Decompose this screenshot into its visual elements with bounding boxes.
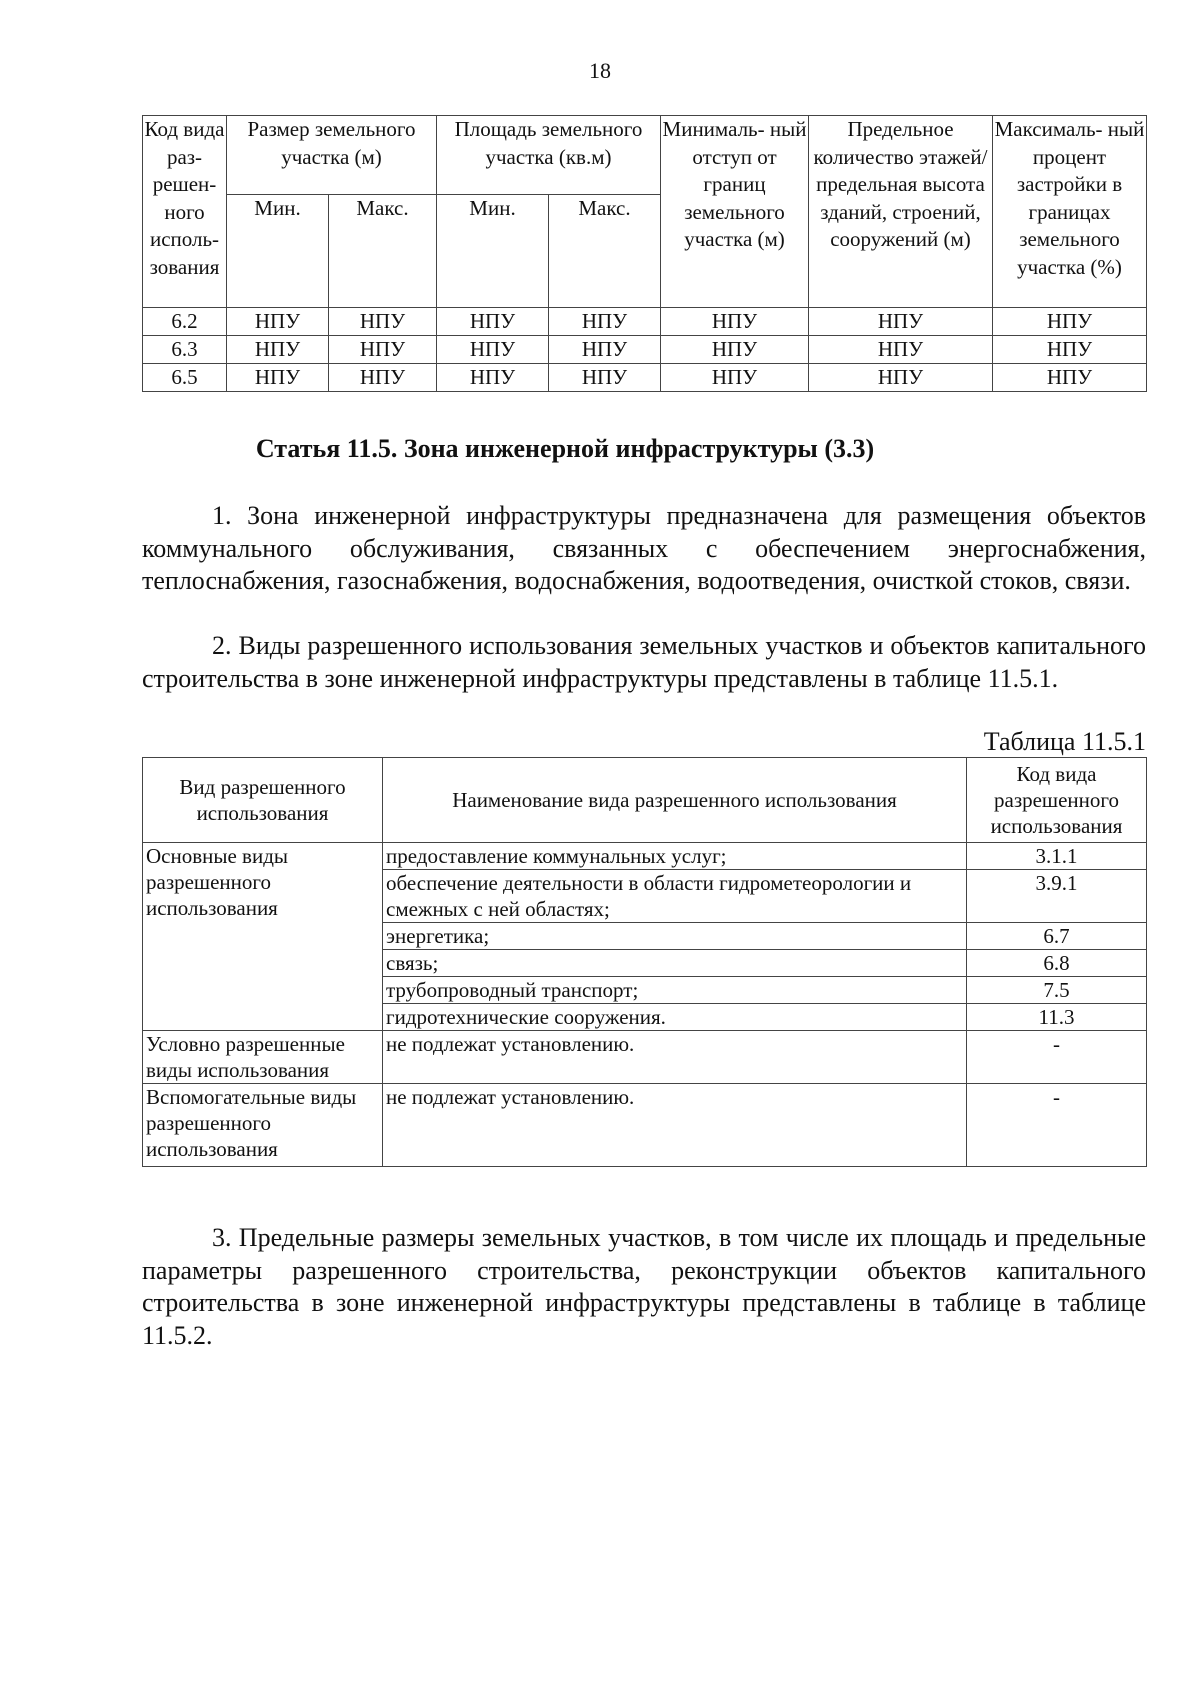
header-plot-area: Площадь земельного участка (кв.м): [437, 116, 661, 195]
use-code: -: [967, 1031, 1147, 1084]
table-row: [143, 1084, 1147, 1167]
header-floors: Предельное количество этажей/ предельная высота зданий, строений, сооружений (м): [809, 116, 993, 308]
header-code: Код вида раз- решен- ного исполь- зования: [143, 116, 227, 308]
use-code: 7.5: [967, 977, 1147, 1004]
use-code: 6.8: [967, 950, 1147, 977]
cell: НПУ: [661, 336, 809, 364]
use-name: энергетика;: [383, 923, 967, 950]
header-setback: Минималь- ный отступ от границ земельного участка (м): [661, 116, 809, 308]
header-use-type: Вид разрешенного использования: [143, 758, 383, 843]
cell: НПУ: [329, 364, 437, 392]
header-area-max: Макс.: [549, 195, 661, 308]
use-code: -: [967, 1084, 1147, 1167]
conditional-uses-label: Условно разрешенные виды использования: [143, 1031, 383, 1084]
use-name: обеспечение деятельности в области гидрометеорологии и смежных с ней областях;: [383, 870, 967, 923]
cell: НПУ: [809, 336, 993, 364]
use-code: 3.9.1: [967, 870, 1147, 923]
header-size-min: Мин.: [227, 195, 329, 308]
use-name: не подлежат установлению.: [383, 1084, 967, 1167]
cell: НПУ: [437, 336, 549, 364]
paragraph-3: [142, 1222, 1146, 1352]
header-use-code: Код вида разрешенного использования: [967, 758, 1147, 843]
use-name: предоставление коммунальных услуг;: [383, 843, 967, 870]
cell: НПУ: [549, 308, 661, 336]
use-name: гидротехнические сооружения.: [383, 1004, 967, 1031]
cell: НПУ: [993, 308, 1147, 336]
auxiliary-uses-label: Вспомогательные виды разрешенного использования: [143, 1084, 383, 1167]
use-name: не подлежат установлению.: [383, 1031, 967, 1084]
paragraph-1-text: 1. Зона инженерной инфраструктуры предназначена для размещения объектов коммунального обслуживания, связанных с обеспечением энергоснабжения, теплоснабжения, газоснабжения, водоснабжения, водоотведения, очисткой стоков, связи.: [142, 501, 1146, 595]
table-row: [143, 364, 1147, 392]
zone-parameters-table: [142, 115, 1147, 392]
header-coverage: Максималь- ный процент застройки в границах земельного участка (%): [993, 116, 1147, 308]
cell: НПУ: [809, 308, 993, 336]
paragraph-3-text: 3. Предельные размеры земельных участков, в том числе их площадь и предельные параметры разрешенного строительства, реконструкции объектов капитального строительства в зоне инженерной инфраструктуры представлены в таблице в таблице 11.5.2.: [142, 1223, 1146, 1350]
paragraph-1: [142, 500, 1146, 598]
cell: НПУ: [329, 336, 437, 364]
cell: НПУ: [437, 364, 549, 392]
use-name: трубопроводный транспорт;: [383, 977, 967, 1004]
article-heading: Статья 11.5. Зона инженерной инфраструктуры (3.3): [255, 434, 875, 463]
use-code: 11.3: [967, 1004, 1147, 1031]
page-number: 18: [589, 58, 611, 83]
header-area-min: Мин.: [437, 195, 549, 308]
cell: НПУ: [227, 336, 329, 364]
cell-code: 6.5: [143, 364, 227, 392]
table-row: [143, 843, 1147, 870]
header-use-name: Наименование вида разрешенного использования: [383, 758, 967, 843]
cell: НПУ: [993, 364, 1147, 392]
use-name: связь;: [383, 950, 967, 977]
cell: НПУ: [329, 308, 437, 336]
cell: НПУ: [437, 308, 549, 336]
cell: НПУ: [661, 308, 809, 336]
permitted-use-table: [142, 757, 1147, 1167]
cell: НПУ: [549, 364, 661, 392]
cell: НПУ: [993, 336, 1147, 364]
cell: НПУ: [549, 336, 661, 364]
table-row: [143, 1031, 1147, 1084]
table-row: [143, 336, 1147, 364]
use-code: 6.7: [967, 923, 1147, 950]
cell: НПУ: [809, 364, 993, 392]
cell-code: 6.2: [143, 308, 227, 336]
main-uses-label: Основные виды разрешенного использования: [143, 843, 383, 1031]
use-code: 3.1.1: [967, 843, 1147, 870]
cell: НПУ: [227, 364, 329, 392]
table-caption: Таблица 11.5.1: [983, 727, 1146, 756]
header-plot-size: Размер земельного участка (м): [227, 116, 437, 195]
cell: НПУ: [227, 308, 329, 336]
paragraph-2: [142, 630, 1146, 695]
paragraph-2-text: 2. Виды разрешенного использования земельных участков и объектов капитального строительства в зоне инженерной инфраструктуры представлены в таблице 11.5.1.: [142, 631, 1146, 693]
header-size-max: Макс.: [329, 195, 437, 308]
cell-code: 6.3: [143, 336, 227, 364]
table-row: [143, 308, 1147, 336]
cell: НПУ: [661, 364, 809, 392]
